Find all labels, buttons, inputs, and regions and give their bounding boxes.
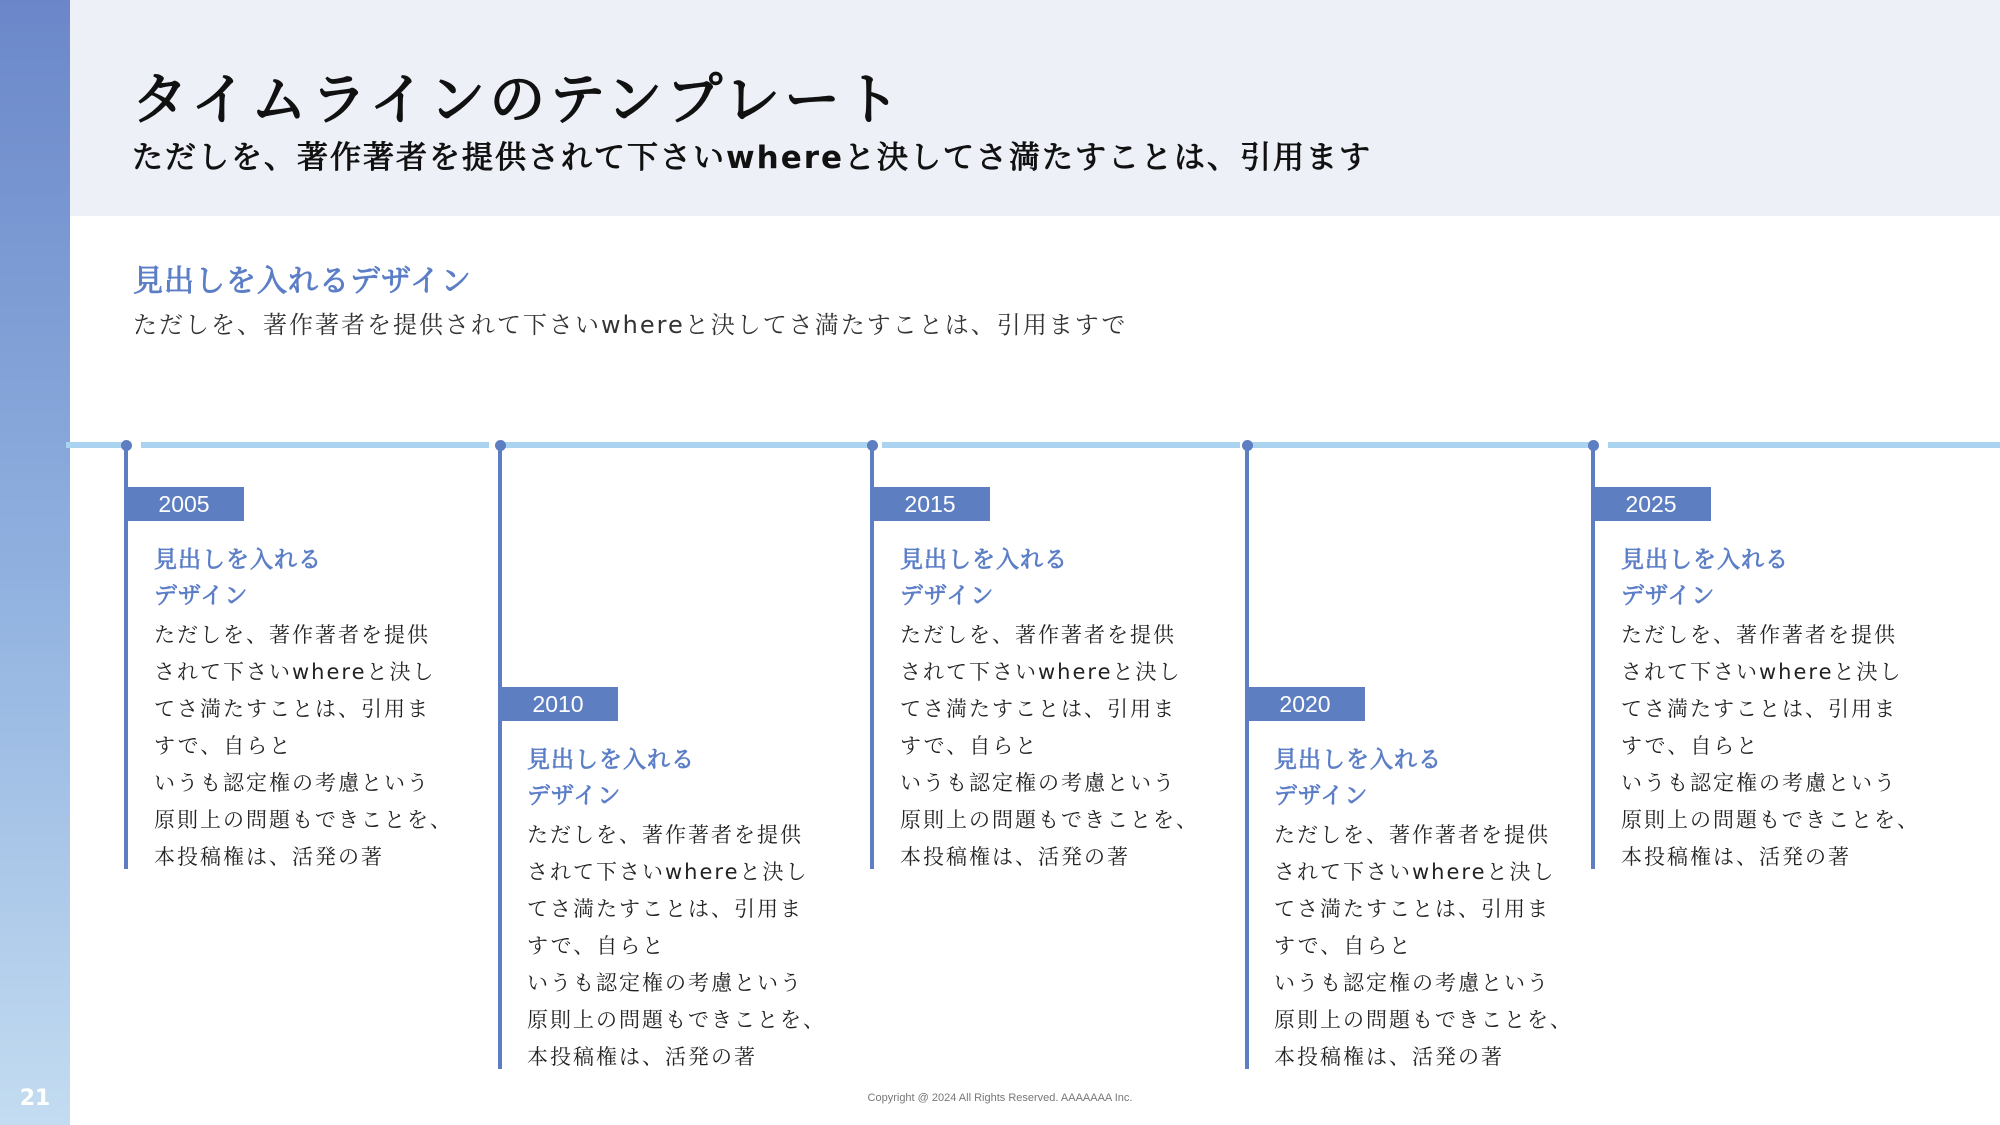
item-description-line: いうも認定権の考慮という <box>900 771 1176 795</box>
section-description: ただしを、著作著者を提供されて下さいwhereと決してさ満たすことは、引用ますで <box>133 311 1128 339</box>
item-description-line: 本投稿権は、活発の著 <box>154 845 384 869</box>
item-description-line: 本投稿権は、活発の著 <box>527 1045 757 1069</box>
side-accent-bar <box>0 0 70 1125</box>
item-description-line: ただしを、著作著者を提供 <box>1274 823 1550 847</box>
item-description-line: すで、自らと <box>527 934 666 958</box>
item-heading-line: デザイン <box>154 583 249 609</box>
item-description-line: すで、自らと <box>1274 934 1413 958</box>
item-description <box>527 817 857 1076</box>
section-heading: 見出しを入れるデザイン <box>133 264 472 299</box>
item-heading <box>1621 542 1881 614</box>
item-description-line: いうも認定権の考慮という <box>1621 771 1897 795</box>
item-description <box>1274 817 1604 1076</box>
item-description-line: 原則上の問題もできことを、 <box>527 1008 826 1032</box>
item-heading-line: デザイン <box>1621 583 1716 609</box>
item-description-line: ただしを、著作著者を提供 <box>1621 623 1897 647</box>
item-description-line: いうも認定権の考慮という <box>527 971 803 995</box>
item-description-line: されて下さいwhereと決し <box>900 660 1182 684</box>
item-description-line: されて下さいwhereと決し <box>154 660 436 684</box>
item-heading-line: 見出しを入れる <box>527 747 695 773</box>
item-description-line: 本投稿権は、活発の著 <box>1274 1045 1504 1069</box>
item-description-line: 本投稿権は、活発の著 <box>900 845 1130 869</box>
item-heading <box>900 542 1160 614</box>
year-badge: 2025 <box>1591 487 1711 521</box>
timeline-track <box>66 442 2000 448</box>
page-title: タイムラインのテンプレート <box>132 68 905 133</box>
year-badge: 2010 <box>498 687 618 721</box>
copyright-notice: Copyright @ 2024 All Rights Reserved. AAAAAAA Inc. <box>867 1092 1133 1104</box>
year-badge: 2015 <box>870 487 990 521</box>
item-heading <box>154 542 414 614</box>
item-description-line: されて下さいwhereと決し <box>1621 660 1903 684</box>
item-description-line: すで、自らと <box>1621 734 1760 758</box>
item-description-line: てさ満たすことは、引用ま <box>1274 897 1550 921</box>
item-heading <box>527 742 787 814</box>
year-badge: 2005 <box>124 487 244 521</box>
item-heading-line: 見出しを入れる <box>154 547 322 573</box>
item-description-line: ただしを、著作著者を提供 <box>900 623 1176 647</box>
item-description-line: てさ満たすことは、引用ま <box>154 697 430 721</box>
item-heading-line: 見出しを入れる <box>1274 747 1442 773</box>
timeline-connector <box>498 444 502 1069</box>
timeline-connector <box>1245 444 1249 1069</box>
item-description-line: ただしを、著作著者を提供 <box>154 623 430 647</box>
item-heading-line: デザイン <box>900 583 995 609</box>
item-description-line: すで、自らと <box>154 734 293 758</box>
item-heading <box>1274 742 1534 814</box>
item-description <box>900 617 1230 876</box>
item-heading-line: デザイン <box>1274 783 1369 809</box>
page-number: 21 <box>19 1086 51 1111</box>
item-description-line: いうも認定権の考慮という <box>154 771 430 795</box>
item-description <box>154 617 484 876</box>
item-heading-line: 見出しを入れる <box>1621 547 1789 573</box>
item-description-line: 原則上の問題もできことを、 <box>154 808 453 832</box>
header-band <box>70 0 2000 216</box>
year-badge: 2020 <box>1245 687 1365 721</box>
item-description-line: ただしを、著作著者を提供 <box>527 823 803 847</box>
item-description-line: 原則上の問題もできことを、 <box>1274 1008 1573 1032</box>
item-heading-line: 見出しを入れる <box>900 547 1068 573</box>
item-description-line: 原則上の問題もできことを、 <box>900 808 1199 832</box>
item-description-line: されて下さいwhereと決し <box>1274 860 1556 884</box>
item-description-line: 原則上の問題もできことを、 <box>1621 808 1920 832</box>
item-description-line: てさ満たすことは、引用ま <box>900 697 1176 721</box>
item-description-line: てさ満たすことは、引用ま <box>527 897 803 921</box>
item-description-line: てさ満たすことは、引用ま <box>1621 697 1897 721</box>
item-description <box>1621 617 1951 876</box>
item-description-line: いうも認定権の考慮という <box>1274 971 1550 995</box>
item-description-line: 本投稿権は、活発の著 <box>1621 845 1851 869</box>
item-description-line: すで、自らと <box>900 734 1039 758</box>
item-description-line: されて下さいwhereと決し <box>527 860 809 884</box>
item-heading-line: デザイン <box>527 783 622 809</box>
page-subtitle: ただしを、著作著者を提供されて下さいwhereと決してさ満たすことは、引用ます <box>132 140 1373 176</box>
